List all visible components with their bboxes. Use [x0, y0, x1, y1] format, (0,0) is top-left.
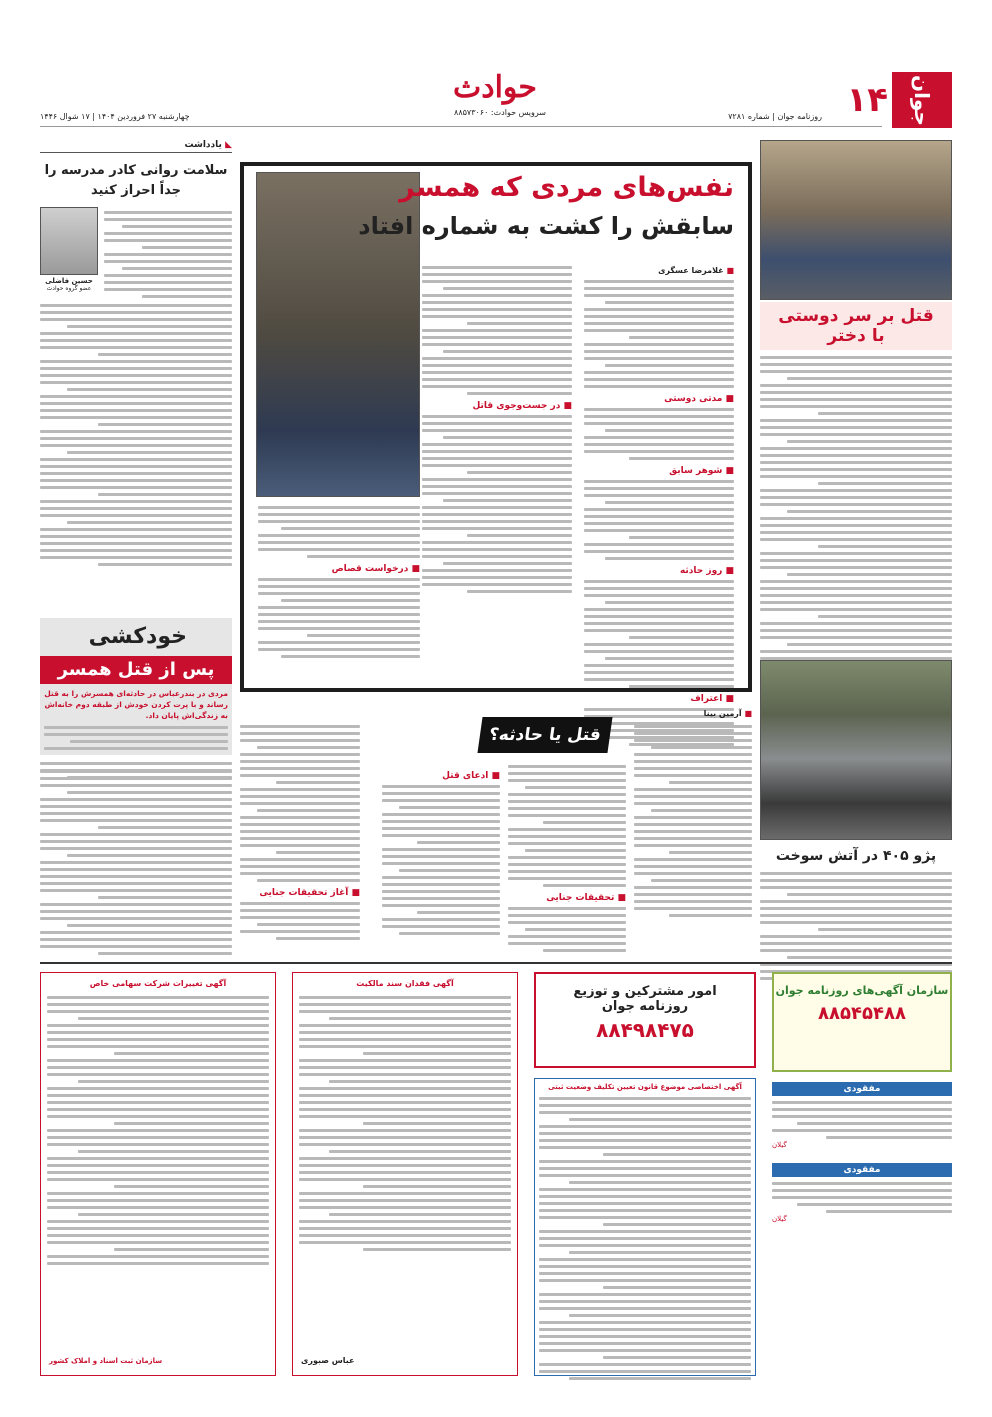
sub-1: ■ مدتی دوستی	[584, 394, 734, 404]
ad-company-change-body	[47, 996, 269, 1265]
ad-registry	[534, 1078, 756, 1376]
author-photo	[40, 207, 98, 275]
suicide-box-title-1: خودکشی	[88, 624, 187, 649]
middle-byline: ■ آرمین بینا	[703, 709, 752, 718]
issue-line: روزنامه جوان | شماره ۷۲۸۱	[728, 112, 822, 121]
author-name: حسین فاضلی	[45, 277, 93, 285]
note-body	[40, 304, 232, 566]
suicide-box-title-2: پس از قتل همسر	[40, 656, 232, 684]
masthead	[40, 64, 952, 130]
ad-agency	[772, 972, 952, 1223]
ad-company-change-title: آگهی تغییرات شرکت سهامی خاص	[89, 979, 227, 988]
middle-col1	[634, 725, 752, 917]
middle-sub-2: ■ تحقیقات جنایی	[508, 893, 626, 903]
middle-title: قتل یا حادثه؟	[477, 717, 612, 753]
story1-photo	[760, 140, 952, 300]
sub-2: ■ شوهر سابق	[584, 466, 734, 476]
story2-photo	[760, 660, 952, 840]
date-line: چهارشنبه ۲۷ فروردین ۱۴۰۴ | ۱۷ شوال ۱۴۴۶	[40, 112, 190, 121]
ad-agency-phone: ۸۸۵۴۵۴۸۸	[818, 1003, 906, 1024]
story1-title: قتل بر سر دوستی با دختر	[760, 302, 952, 350]
headline-2: سابقش را کشت به شماره افتاد	[358, 212, 734, 240]
center-feature	[240, 162, 752, 704]
ad-subscription-phone: ۸۸۴۹۸۴۷۵	[596, 1018, 694, 1042]
lost-notice-1-body	[772, 1101, 952, 1139]
author-role: عضو گروه حوادث	[46, 285, 92, 292]
ad-deed-loss-sign: عباس صبوری	[301, 1356, 355, 1365]
note-body-top	[104, 207, 232, 298]
suicide-body-lower	[40, 770, 232, 955]
logo: جوان	[892, 72, 952, 128]
note-title: سلامت روانی کادر مدرسه را جداً احراز کنید	[44, 163, 228, 198]
suicide-box-lead: مردی در بندرعباس در حادثه‌ای همسرش را به قتل رساند و با پرت کردن خودش از طبقه دوم خانه‌اش به زندگی‌اش پایان داد.	[44, 689, 228, 720]
lost-notice-1-tag: گیلان	[772, 1141, 787, 1149]
ad-subscription-title-2: روزنامه جوان	[601, 999, 689, 1014]
col3-body	[258, 506, 420, 558]
lost-notice-2-tag: گیلان	[772, 1215, 787, 1223]
page-number: ۱۴	[846, 80, 888, 120]
middle-sub-3: ■ آغاز تحقیقات جنایی	[240, 888, 360, 898]
ad-deed-loss-title: آگهی فقدان سند مالکیت	[356, 979, 454, 988]
service-line: سرویس حوادث: ۸۸۵۷۳۰۶۰	[454, 108, 546, 117]
sub-5: ■ درخواست قصاص	[258, 564, 420, 574]
left-column	[40, 140, 232, 755]
ad-registry-title: آگهی اختصاصی موضوع قانون تعیین تکلیف وضعیت ثبتی	[548, 1083, 742, 1091]
middle-sub-1: ■ ادعای قتل	[382, 771, 500, 781]
suicide-box	[40, 618, 232, 755]
section-title: حوادث	[453, 70, 537, 105]
sub-4: ■ در جست‌وجوی قاتل	[422, 401, 572, 411]
ad-deed-loss	[292, 972, 518, 1376]
byline: ■ غلامرضا عسگری	[658, 266, 734, 275]
col1-body	[584, 280, 734, 388]
ad-registry-body	[539, 1097, 751, 1380]
ad-subscription	[534, 972, 756, 1376]
lost-notice-2-head: مفقودی	[772, 1163, 952, 1177]
sub-3: ■ روز حادثه	[584, 566, 734, 576]
lost-notice-1-head: مفقودی	[772, 1082, 952, 1096]
ads-row	[40, 962, 952, 1382]
note-kicker: ◣ یادداشت	[40, 140, 232, 153]
ad-agency-title: سازمان آگهی‌های روزنامه جوان	[775, 984, 949, 997]
ad-company-change-sign: سازمان ثبت اسناد و املاک کشور	[49, 1357, 163, 1365]
masthead-rule	[40, 126, 882, 127]
sub-6: ■ اعتراف	[584, 694, 734, 704]
ad-deed-loss-body	[299, 996, 511, 1251]
middle-col2	[508, 765, 626, 887]
middle-story	[240, 705, 752, 950]
ad-company-change	[40, 972, 276, 1376]
middle-col3	[382, 785, 500, 935]
ad-subscription-title-1: امور مشترکین و توزیع	[573, 984, 717, 999]
story2-title: پژو ۴۰۵ در آتش سوخت	[775, 848, 937, 864]
lost-notice-2-body	[772, 1182, 952, 1213]
col2-body	[422, 266, 572, 395]
headline-1: نفس‌های مردی که همسر	[399, 172, 734, 203]
middle-col4	[240, 725, 360, 882]
suicide-box-body	[44, 726, 228, 750]
